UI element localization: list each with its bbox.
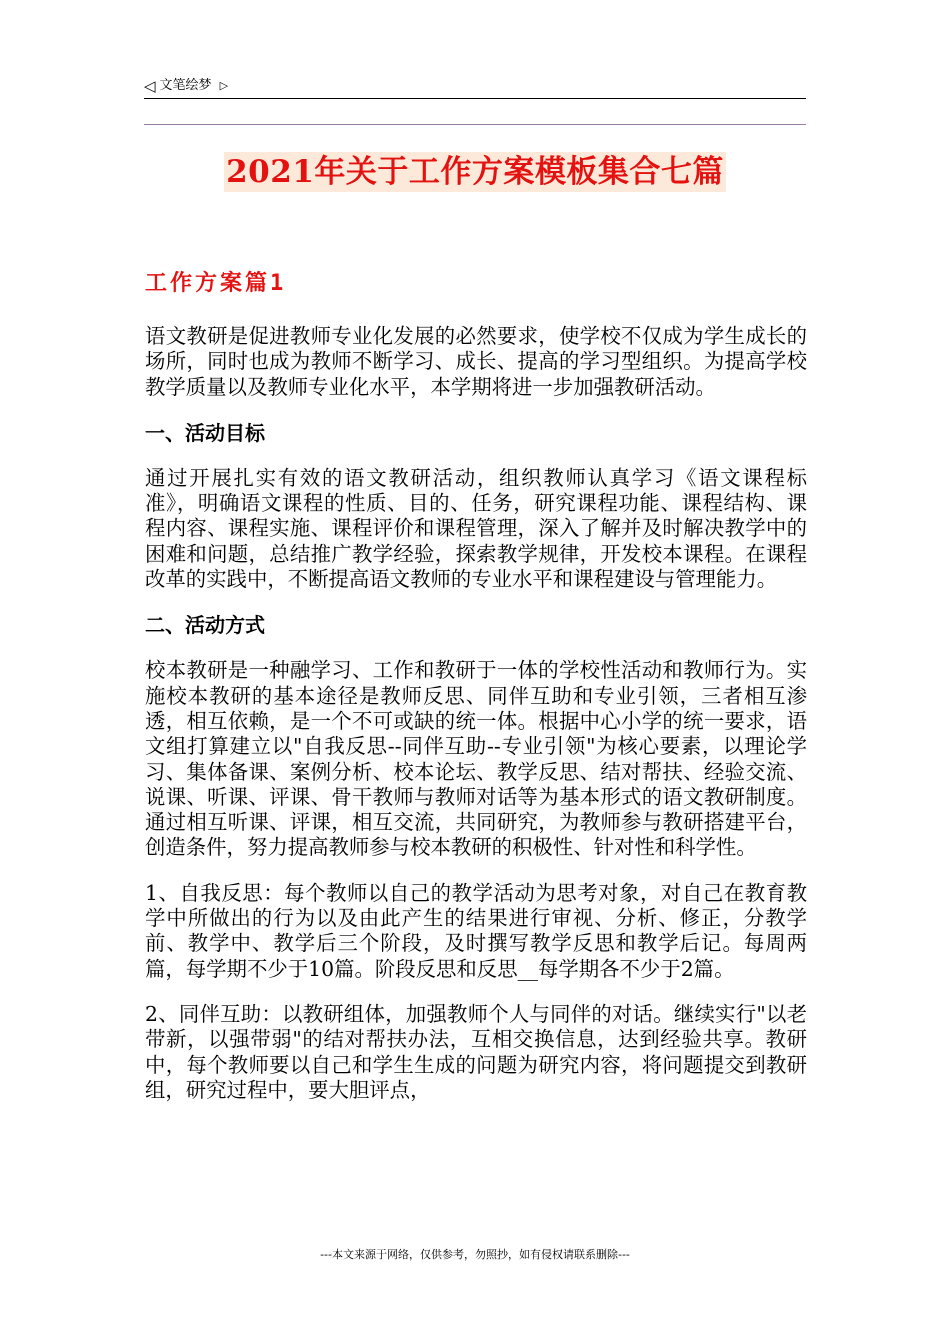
header-bar [144,74,806,99]
self-reflection-paragraph: 1、自我反思：每个教师以自己的教学活动为思考对象，对自己在教育教学中所做出的行为以及由此产生的结果进行审视、分析、修正，分教学前、教学中、教学后三个阶段，及时撰写教学反思和教学后记。每周两篇，每学期不少于10篇。阶段反思和反思__每学期各不少于2篇。 [145,880,807,981]
heading-activity-goal: 一、活动目标 [145,420,265,445]
triangle-right-icon: ▷ [219,79,229,92]
triangle-left-icon: ◁ [144,77,156,95]
footer-disclaimer: ---本文来源于网络，仅供参考，勿照抄，如有侵权请联系删除--- [320,1248,630,1261]
document-title-text: 2021年关于工作方案模板集合七篇 [226,154,724,190]
intro-paragraph: 语文教研是促进教师专业化发展的必然要求，使学校不仅成为学生成长的场所，同时也成为教师不断学习、成长、提高的学习型组织。为提高学校教学质量以及教师专业化水平，本学期将进一步加强教研活动。 [145,324,807,399]
document-title [0,152,950,192]
document-body [145,324,807,1123]
peer-support-paragraph: 2、同伴互助：以教研组体，加强教师个人与同伴的对话。继续实行"以老带新，以强带弱"的结对帮扶办法，互相交换信息，达到经验共享。教研中，每个教师要以自己和学生生成的问题为研究内容，将问题提交到教研组，研究过程中，要大胆评点， [145,1001,807,1102]
heading-activity-method: 二、活动方式 [145,613,265,638]
brand-name: 文笔绘梦 [159,78,212,93]
divider-line [144,124,806,125]
section-title: 工作方案篇1 [145,271,287,296]
activity-goal-paragraph: 通过开展扎实有效的语文教研活动，组织教师认真学习《语文课程标准》，明确语文课程的性质、目的、任务，研究课程功能、课程结构、课程内容、课程实施、课程评价和课程管理，深入了解并及时解决教学中的困难和问题，总结推广教学经验，探索教学规律，开发校本课程。在课程改革的实践中，不断提高语文教师的专业水平和课程建设与管理能力。 [145,465,807,592]
activity-method-paragraph: 校本教研是一种融学习、工作和教研于一体的学校性活动和教师行为。实施校本教研的基本途径是教师反思、同伴互助和专业引领，三者相互渗透，相互依赖，是一个不可或缺的统一体。根据中心小学的统一要求，语文组打算建立以"自我反思--同伴互助--专业引领"为核心要素，以理论学习、集体备课、案例分析、校本论坛、教学反思、结对帮扶、经验交流、说课、听课、评课、骨干教师与教师对话等为基本形式的语文教研制度。通过相互听课、评课，相互交流，共同研究，为教师参与教研搭建平台，创造条件，努力提高教师参与校本教研的积极性、针对性和科学性。 [145,658,807,860]
